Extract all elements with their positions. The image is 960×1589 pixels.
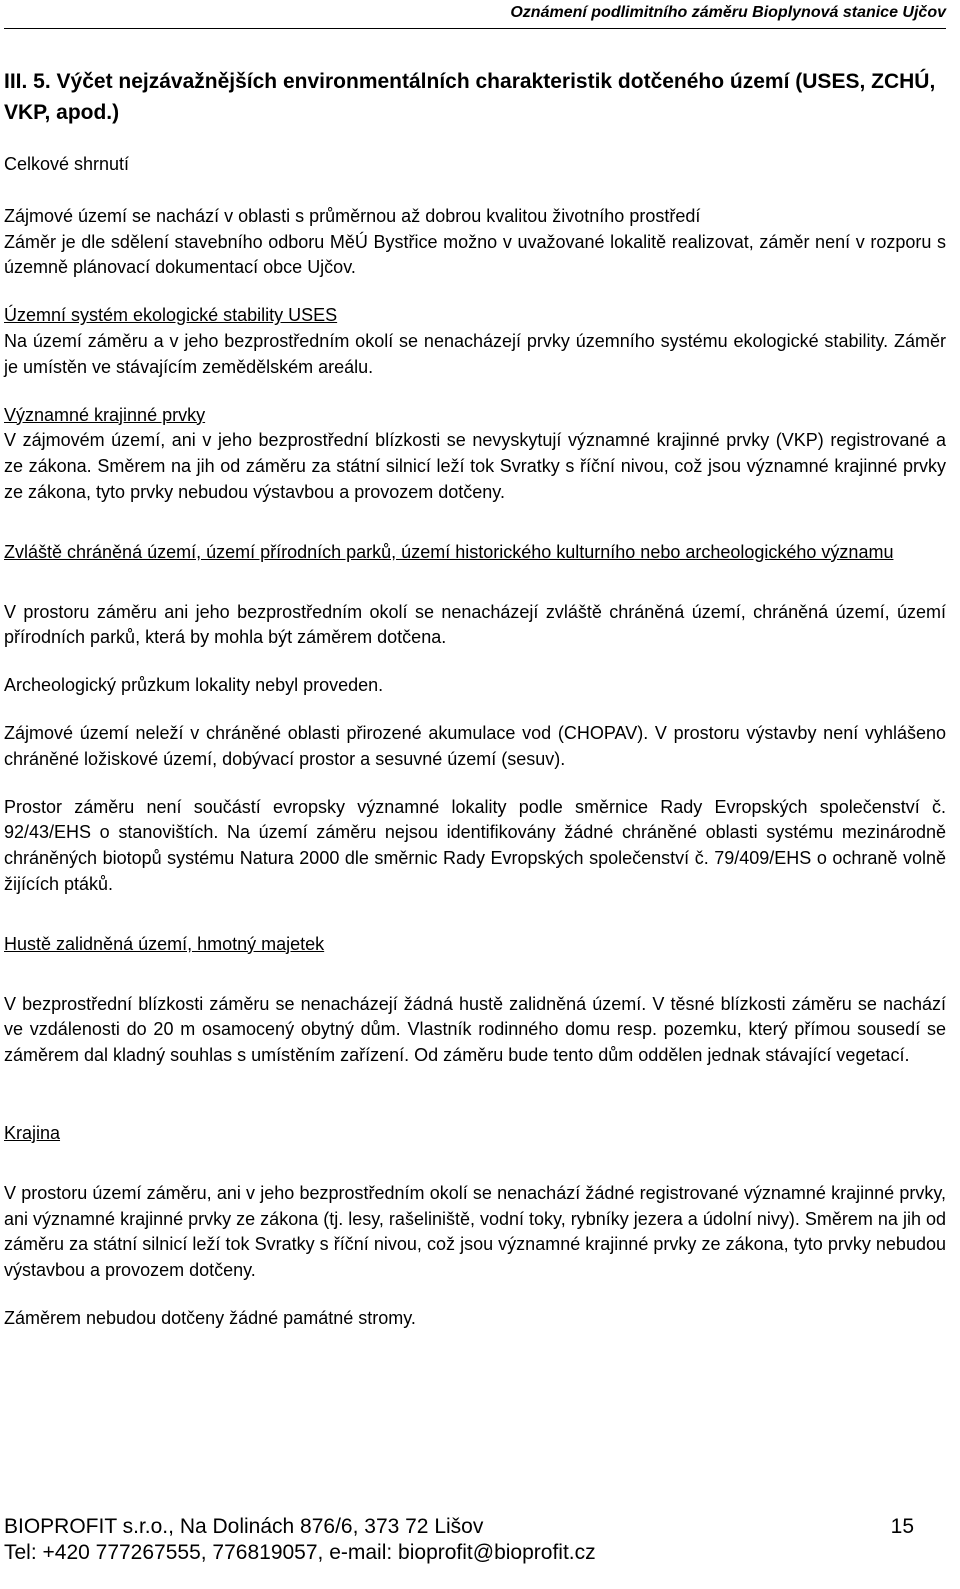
vkp-paragraph: V zájmovém území, ani v jeho bezprostřední blízkosti se nevyskytují významné krajinné prvky (VKP) registrované a ze zákona. Směrem na jih od záměru za státní silnicí leží tok Svratky s říční nivou, což jsou významné krajinné prvky ze zákona, tyto prvky nebudou výstavbou a provozem dotčeny. [4, 430, 946, 502]
footer-company: BIOPROFIT s.r.o., Na Dolinách 876/6, 373 72 Lišov [4, 1515, 484, 1538]
summary-paragraph-1: Zájmové území se nachází v oblasti s průměrnou až dobrou kvalitou životního prostředí [4, 205, 701, 226]
protected-paragraph-2: Archeologický průzkum lokality nebyl proveden. [4, 675, 384, 696]
protected-paragraph-4: Prostor záměru není součástí evropsky významné lokality podle směrnice Rady Evropských společenství č. 92/43/EHS o stanovištích. Na území záměru nejsou identifikovány žádné chráněné oblasti systému mezinárodně chráněných biotopů systému Natura 2000 dle směrnic Rady Evropských společenství č. 79/409/EHS o ochraně volně žijících ptáků. [4, 796, 946, 894]
footer-company-row [4, 1514, 946, 1540]
header-title: Oznámení podlimitního záměru Bioplynová stanice Ujčov [510, 4, 946, 21]
page-footer [4, 1514, 946, 1566]
summary-paragraph-2: Záměr je dle sdělení stavebního odboru MěÚ Bystřice možno v uvažované lokalitě realizovat, záměr není v rozporu s územně plánovací dokumentací obce Ujčov. [4, 231, 946, 278]
footer-contact: Tel: +420 777267555, 776819057, e-mail: bioprofit@bioprofit.cz [4, 1541, 596, 1564]
uses-paragraph: Na území záměru a v jeho bezprostředním okolí se nenacházejí prvky územního systému ekologické stability. Záměr je umístěn ve stávajícím zemědělském areálu. [4, 330, 946, 377]
protected-paragraph-3: Zájmové území neleží v chráněné oblasti přirozené akumulace vod (CHOPAV). V prostoru výstavby není vyhlášeno chráněné ložiskové území, dobývací prostor a sesuvné území (sesuv). [4, 722, 946, 769]
landscape-paragraph-2: Záměrem nebudou dotčeny žádné památné stromy. [4, 1307, 416, 1328]
protected-paragraph-1: V prostoru záměru ani jeho bezprostředním okolí se nenacházejí zvláště chráněná území, chráněná území, území přírodních parků, která by mohla být záměrem dotčena. [4, 601, 946, 648]
section-heading: III. 5. Výčet nejzávažnějších environmentálních charakteristik dotčeného území (USES, ZCHÚ, VKP, apod.) [4, 70, 936, 124]
summary-title: Celkové shrnutí [4, 154, 130, 174]
protected-areas-title: Zvláště chráněná území, území přírodních parků, území historického kulturního nebo archeologického významu [4, 541, 894, 562]
uses-title: Územní systém ekologické stability USES [4, 305, 338, 326]
landscape-paragraph-1: V prostoru území záměru, ani v jeho bezprostředním okolí se nenachází žádné registrované významné krajinné prvky, ani významné krajinné prvky ze zákona (tj. lesy, rašeliniště, vodní toky, rybníky jezera a údolní nivy). Směrem na jih od záměru za státní silnicí leží tok Svratky s říční nivou, což jsou významné krajinné prvky ze zákona, tyto prvky nebudou výstavbou a provozem dotčeny. [4, 1182, 946, 1281]
page-number: 15 [890, 1515, 914, 1538]
document-body [4, 66, 946, 1332]
vkp-title: Významné krajinné prvky [4, 404, 206, 425]
landscape-title: Krajina [4, 1122, 61, 1143]
dense-areas-paragraph: V bezprostřední blízkosti záměru se nenacházejí žádná hustě zalidněná území. V těsné blízkosti záměru se nachází ve vzdálenosti do 20 m osamocený obytný dům. Vlastník rodinného domu resp. pozemku, který přímou sousedí se záměrem dal kladný souhlas s umístěním zařízení. Od záměru bude tento dům oddělen jednak stávající vegetací. [4, 993, 946, 1066]
page-header [4, 0, 946, 29]
dense-areas-title: Hustě zalidněná území, hmotný majetek [4, 933, 325, 954]
